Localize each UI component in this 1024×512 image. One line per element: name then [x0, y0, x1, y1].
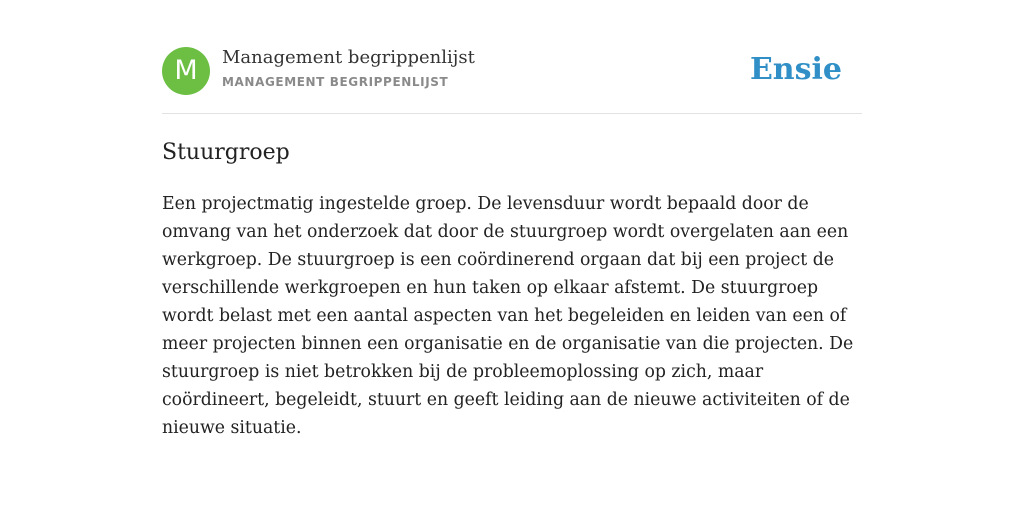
term-heading: Stuurgroep	[162, 140, 290, 165]
header-titles	[222, 46, 475, 94]
glossary-title[interactable]: Management begrippenlijst	[222, 47, 475, 68]
ensie-logo[interactable]: Ensie	[749, 52, 842, 87]
header	[162, 46, 862, 96]
definition-text: Een projectmatig ingestelde groep. De levensduur wordt bepaald door de omvang van het onderzoek dat door de stuurgroep wordt overgelaten aan een werkgroep. De stuurgroep is een coördinerend orgaan dat bij een project de verschillende werkgroepen en hun taken op elkaar afstemt. De stuurgroep wordt belast met een aantal aspecten van het begeleiden en leiden van een of meer projecten binnen een organisatie en de organisatie van die projecten. De stuurgroep is niet betrokken bij de probleemoplossing op zich, maar coördineert, begeleidt, stuurt en geeft leiding aan de nieuwe activiteiten of de nieuwe situatie.	[162, 194, 854, 438]
glossary-subtitle: MANAGEMENT BEGRIPPENLIJST	[222, 75, 449, 89]
avatar[interactable]: M	[162, 47, 210, 95]
divider	[162, 113, 862, 114]
